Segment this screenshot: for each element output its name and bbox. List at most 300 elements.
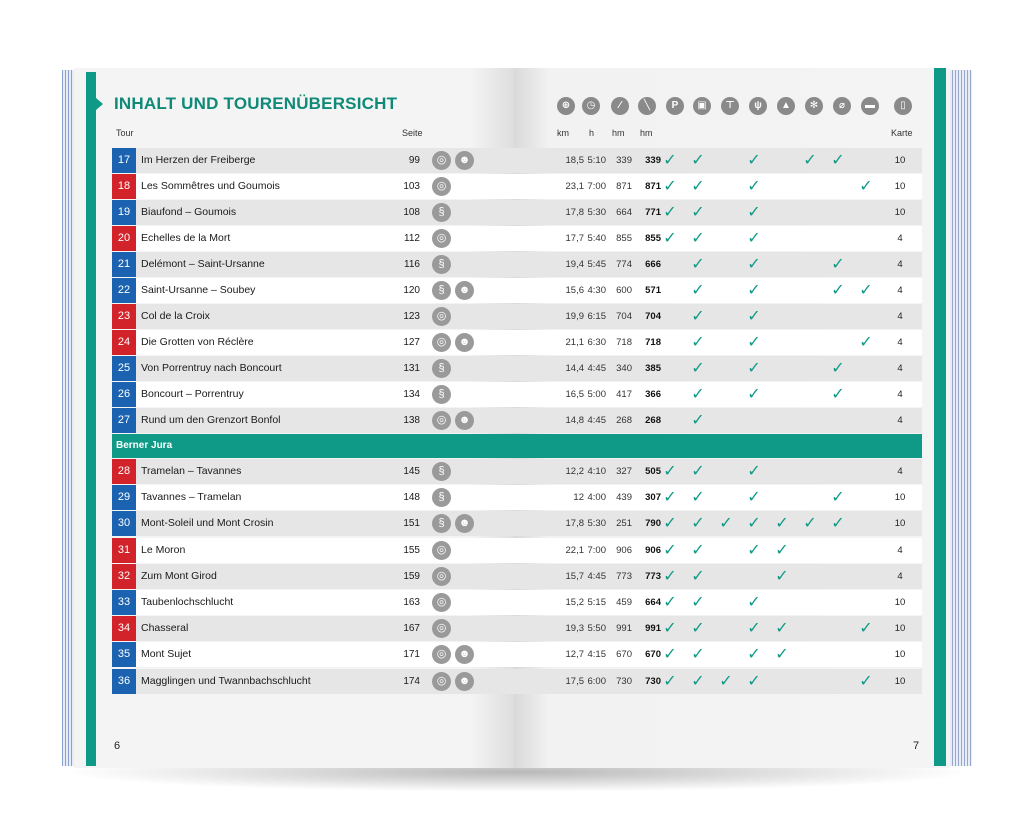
value-hm-up: 439 (616, 492, 632, 504)
tour-name[interactable]: Tramelan – Tavannes (141, 465, 242, 477)
value-h: 4:00 (587, 492, 606, 504)
value-h: 5:50 (587, 623, 606, 635)
value-hm-up: 906 (616, 544, 632, 556)
value-hm-down: 666 (645, 259, 661, 270)
value-h: 4:45 (587, 415, 606, 426)
tour-name[interactable]: Im Herzen der Freiberge (141, 154, 256, 166)
check-icon: ✓ (663, 620, 677, 638)
bicycle-icon: ⌀ (833, 97, 851, 115)
round-tour-icon: ◎ (432, 619, 451, 638)
descent-icon: ╲ (638, 97, 656, 115)
check-icon: ✓ (663, 204, 677, 221)
value-h: 4:15 (587, 649, 606, 661)
value-hm-down: 268 (645, 415, 661, 426)
check-icon: ✓ (831, 489, 845, 507)
value-hm-up: 704 (616, 311, 632, 322)
header-hm-up: hm (612, 128, 625, 138)
table-row (112, 564, 922, 589)
map-ref: 10 (894, 597, 906, 608)
check-icon: ✓ (691, 282, 705, 299)
value-hm-up: 664 (616, 207, 632, 218)
check-icon: ✓ (775, 620, 789, 638)
tour-number: 26 (112, 382, 136, 407)
check-icon: ✓ (691, 463, 705, 480)
tour-number: 29 (112, 485, 136, 510)
map-ref: 4 (897, 415, 903, 426)
section-header (112, 434, 922, 458)
ascent-icon: ⁄ (611, 97, 629, 115)
check-icon: ✓ (831, 360, 845, 377)
check-icon: ✓ (691, 256, 705, 273)
value-hm-up: 991 (616, 623, 632, 635)
check-icon: ✓ (691, 334, 705, 351)
tour-number: 32 (112, 564, 136, 589)
tour-number: 21 (112, 252, 136, 277)
check-icon: ✓ (747, 282, 761, 299)
one-way-icon: § (432, 359, 451, 378)
check-icon: ✓ (663, 567, 677, 585)
check-icon: ✓ (803, 152, 817, 169)
tour-number: 22 (112, 278, 136, 303)
check-icon: ✓ (747, 178, 761, 195)
check-icon: ✓ (859, 334, 873, 351)
header-hm-down: hm (640, 128, 653, 138)
value-km: 16,5 (565, 389, 584, 400)
check-icon: ✓ (691, 178, 705, 195)
tour-name[interactable]: Les Sommêtres und Goumois (141, 180, 280, 192)
value-hm-down: 991 (645, 623, 661, 635)
kids-icon: ☻ (455, 514, 474, 533)
tour-number: 23 (112, 304, 136, 329)
teal-margin-left (86, 72, 96, 766)
value-hm-down: 366 (645, 389, 661, 400)
check-icon: ✓ (747, 646, 761, 664)
clock-icon: ◷ (582, 97, 600, 115)
tour-name[interactable]: Boncourt – Porrentruy (141, 388, 244, 400)
check-icon: ✓ (775, 567, 789, 585)
round-tour-icon: ◎ (432, 567, 451, 586)
check-icon: ✓ (691, 308, 705, 325)
value-hm-up: 855 (616, 233, 632, 244)
table-row (112, 642, 922, 667)
map-ref: 4 (897, 285, 903, 296)
map-ref: 10 (894, 518, 906, 530)
kids-icon: ☻ (455, 645, 474, 664)
winter-icon: ✻ (805, 97, 823, 115)
tour-name[interactable]: Zum Mont Girod (141, 569, 217, 582)
value-km: 19,9 (565, 311, 584, 322)
table-row (112, 590, 922, 615)
tour-name[interactable]: Von Porrentruy nach Boncourt (141, 362, 282, 374)
value-hm-up: 730 (616, 675, 632, 687)
kids-icon: ☻ (455, 281, 474, 300)
value-h: 6:00 (587, 675, 606, 687)
value-km: 17,8 (565, 207, 584, 218)
check-icon: ✓ (691, 646, 705, 664)
value-h: 4:45 (587, 363, 606, 374)
page-ref: 174 (403, 675, 420, 687)
page-edges-right (950, 70, 972, 766)
one-way-icon: § (432, 514, 451, 533)
tour-name[interactable]: Biaufond – Goumois (141, 206, 237, 218)
tour-name[interactable]: Magglingen und Twannbachschlucht (141, 674, 311, 687)
section-label: Berner Jura (116, 440, 173, 451)
map-ref: 4 (897, 544, 903, 556)
value-hm-up: 718 (616, 337, 632, 348)
tour-name[interactable]: Saint-Ursanne – Soubey (141, 284, 256, 296)
value-hm-up: 600 (616, 285, 632, 296)
value-hm-down: 718 (645, 337, 661, 348)
page-ref: 171 (403, 649, 420, 661)
map-ref: 4 (897, 466, 903, 477)
table-row (112, 511, 922, 536)
value-h: 5:00 (587, 389, 606, 400)
tour-number: 35 (112, 642, 136, 667)
value-hm-down: 339 (645, 155, 661, 166)
round-tour-icon: ◎ (432, 333, 451, 352)
value-h: 7:00 (587, 181, 606, 192)
check-icon: ✓ (663, 230, 677, 247)
tour-number: 19 (112, 200, 136, 225)
check-icon: ✓ (719, 672, 733, 690)
page-ref: 108 (403, 207, 420, 218)
table-row (112, 252, 922, 277)
check-icon: ✓ (803, 515, 817, 533)
check-icon: ✓ (663, 489, 677, 507)
tour-number: 17 (112, 148, 136, 173)
map-ref: 4 (897, 363, 903, 374)
value-km: 22,1 (565, 544, 584, 556)
table-row (112, 538, 922, 563)
page-ref: 167 (403, 623, 420, 635)
page-ref: 159 (403, 570, 420, 582)
page-number-right: 7 (913, 740, 920, 752)
map-ref: 10 (894, 181, 906, 192)
page-ref: 120 (403, 285, 420, 296)
value-hm-up: 871 (616, 181, 632, 192)
value-hm-up: 417 (616, 389, 632, 400)
table-row (112, 485, 922, 510)
page-ref: 127 (403, 337, 420, 348)
page-title: INHALT UND TOURENÜBERSICHT (114, 94, 398, 113)
value-km: 12 (573, 492, 584, 504)
tour-number: 31 (112, 538, 136, 563)
value-km: 12,7 (565, 649, 584, 661)
value-hm-up: 670 (616, 649, 632, 661)
check-icon: ✓ (663, 646, 677, 664)
map-ref: 10 (894, 207, 906, 218)
round-tour-icon: ◎ (432, 307, 451, 326)
value-h: 4:45 (587, 570, 606, 582)
page-number-left: 6 (114, 740, 121, 752)
round-tour-icon: ◎ (432, 645, 451, 664)
title-arrow-icon (96, 98, 103, 110)
value-km: 17,7 (565, 233, 584, 244)
kids-icon: ☻ (455, 333, 474, 352)
table-row (112, 382, 922, 407)
round-tour-icon: ◎ (432, 411, 451, 430)
value-h: 6:30 (587, 337, 606, 348)
tour-number: 18 (112, 174, 136, 199)
value-hm-up: 268 (616, 415, 632, 426)
page-ref: 123 (403, 311, 420, 322)
check-icon: ✓ (747, 672, 761, 690)
check-icon: ✓ (691, 360, 705, 377)
page-ref: 103 (403, 181, 420, 192)
value-hm-down: 871 (645, 181, 661, 192)
value-km: 19,3 (565, 623, 584, 635)
check-icon: ✓ (775, 541, 789, 559)
page-ref: 145 (403, 466, 420, 477)
round-tour-icon: ◎ (432, 177, 451, 196)
table-row (112, 200, 922, 225)
check-icon: ✓ (747, 152, 761, 169)
map-ref: 10 (894, 675, 906, 687)
check-icon: ✓ (747, 620, 761, 638)
tour-number: 24 (112, 330, 136, 355)
value-hm-down: 855 (645, 233, 661, 244)
parking-icon: P (666, 97, 684, 115)
value-h: 5:45 (587, 259, 606, 270)
table-row (112, 278, 922, 303)
header-tour: Tour (116, 128, 134, 138)
value-hm-down: 773 (645, 570, 661, 582)
check-icon: ✓ (691, 204, 705, 221)
round-tour-icon: ◎ (432, 593, 451, 612)
check-icon: ✓ (663, 541, 677, 559)
tour-name[interactable]: Echelles de la Mort (141, 232, 231, 244)
value-hm-up: 251 (616, 518, 632, 530)
check-icon: ✓ (691, 412, 705, 429)
tour-name[interactable]: Mont-Soleil und Mont Crosin (141, 517, 274, 530)
one-way-icon: § (432, 255, 451, 274)
restaurant-icon: ψ (749, 97, 767, 115)
tour-name[interactable]: Die Grotten von Réclère (141, 336, 254, 348)
tour-number: 30 (112, 511, 136, 536)
header-karte: Karte (891, 128, 913, 138)
value-h: 5:10 (587, 155, 606, 166)
value-hm-down: 771 (645, 207, 661, 218)
value-hm-down: 307 (645, 492, 661, 504)
value-hm-down: 906 (645, 544, 661, 556)
round-tour-icon: ◎ (432, 672, 451, 691)
page-ref: 99 (408, 155, 420, 166)
value-h: 5:30 (587, 207, 606, 218)
check-icon: ✓ (691, 541, 705, 559)
page-ref: 134 (403, 389, 420, 400)
map-ref: 4 (897, 389, 903, 400)
value-hm-down: 670 (645, 649, 661, 661)
value-h: 4:10 (587, 466, 606, 477)
check-icon: ✓ (691, 515, 705, 533)
table-row (112, 616, 922, 641)
value-hm-down: 385 (645, 363, 661, 374)
tour-name[interactable]: Le Moron (141, 543, 186, 556)
map-ref: 4 (897, 233, 903, 244)
value-h: 4:30 (587, 285, 606, 296)
check-icon: ✓ (691, 672, 705, 690)
tour-name[interactable]: Col de la Croix (141, 310, 210, 322)
check-icon: ✓ (663, 594, 677, 611)
value-h: 5:30 (587, 518, 606, 530)
one-way-icon: § (432, 203, 451, 222)
kids-icon: ☻ (455, 151, 474, 170)
round-tour-icon: ◎ (432, 541, 451, 560)
table-row (112, 356, 922, 381)
check-icon: ✓ (775, 515, 789, 533)
map-ref: 4 (897, 337, 903, 348)
check-icon: ✓ (691, 620, 705, 638)
check-icon: ✓ (747, 334, 761, 351)
tour-name[interactable]: Tavannes – Tramelan (141, 491, 242, 504)
page-ref: 138 (403, 415, 420, 426)
check-icon: ✓ (663, 463, 677, 480)
value-hm-down: 704 (645, 311, 661, 322)
teal-margin-right (934, 68, 946, 766)
map-ref: 10 (894, 492, 906, 504)
tour-name[interactable]: Chasseral (141, 622, 189, 635)
header-h: h (589, 128, 595, 138)
value-hm-up: 327 (616, 466, 632, 477)
page-ref: 155 (403, 544, 420, 556)
check-icon: ✓ (747, 386, 761, 403)
check-icon: ✓ (691, 594, 705, 611)
map-ref: 4 (897, 311, 903, 322)
tour-name[interactable]: Delémont – Saint-Ursanne (141, 258, 265, 270)
check-icon: ✓ (691, 489, 705, 507)
tour-name[interactable]: Rund um den Grenzort Bonfol (141, 414, 281, 426)
kids-icon: ☻ (455, 672, 474, 691)
page-ref: 116 (404, 259, 420, 270)
check-icon: ✓ (775, 646, 789, 664)
check-icon: ✓ (747, 489, 761, 507)
table-row (112, 330, 922, 355)
check-icon: ✓ (831, 386, 845, 403)
check-icon: ✓ (747, 230, 761, 247)
tour-number: 34 (112, 616, 136, 641)
check-icon: ✓ (831, 515, 845, 533)
value-h: 5:40 (587, 233, 606, 244)
check-icon: ✓ (747, 256, 761, 273)
map-ref: 10 (894, 155, 906, 166)
header-seite: Seite (402, 128, 423, 138)
tour-number: 20 (112, 226, 136, 251)
value-hm-up: 340 (616, 363, 632, 374)
value-h: 7:00 (587, 544, 606, 556)
value-h: 5:15 (587, 597, 606, 608)
page-ref: 148 (403, 492, 420, 504)
check-icon: ✓ (663, 515, 677, 533)
table-row (112, 148, 922, 173)
value-km: 14,8 (565, 415, 584, 426)
check-icon: ✓ (859, 178, 873, 195)
value-km: 21,1 (565, 337, 584, 348)
bus-icon: ▣ (693, 97, 711, 115)
value-hm-down: 664 (645, 597, 661, 608)
check-icon: ✓ (747, 594, 761, 611)
header-km: km (557, 128, 569, 138)
check-icon: ✓ (691, 386, 705, 403)
summit-icon: ▲ (777, 97, 795, 115)
value-h: 6:15 (587, 311, 606, 322)
map-ref: 4 (897, 570, 903, 582)
value-km: 23,1 (565, 181, 584, 192)
page-ref: 163 (403, 597, 420, 608)
kids-icon: ☻ (455, 411, 474, 430)
check-icon: ✓ (859, 672, 873, 690)
table-row (112, 304, 922, 329)
value-km: 19,4 (565, 259, 584, 270)
value-hm-down: 505 (645, 466, 661, 477)
value-km: 17,8 (565, 518, 584, 530)
map-icon: ▯ (894, 97, 912, 115)
value-km: 15,2 (565, 597, 584, 608)
value-km: 14,4 (565, 363, 584, 374)
table-row (112, 459, 922, 484)
value-km: 17,5 (565, 675, 584, 687)
signpost-icon: ⊕ (557, 97, 575, 115)
check-icon: ✓ (663, 152, 677, 169)
page-ref: 112 (404, 233, 420, 244)
check-icon: ✓ (747, 463, 761, 480)
one-way-icon: § (432, 385, 451, 404)
check-icon: ✓ (663, 672, 677, 690)
check-icon: ✓ (859, 282, 873, 299)
value-km: 12,2 (565, 466, 584, 477)
check-icon: ✓ (831, 282, 845, 299)
table-row (112, 226, 922, 251)
tour-name[interactable]: Taubenlochschlucht (141, 596, 234, 608)
check-icon: ✓ (747, 360, 761, 377)
tour-name[interactable]: Mont Sujet (141, 648, 192, 661)
check-icon: ✓ (663, 178, 677, 195)
check-icon: ✓ (831, 152, 845, 169)
cable-car-icon: ⊤ (721, 97, 739, 115)
round-tour-icon: ◎ (432, 229, 451, 248)
map-ref: 4 (897, 259, 903, 270)
map-ref: 10 (894, 623, 906, 635)
value-hm-up: 773 (616, 570, 632, 582)
bed-icon: ▬ (861, 97, 879, 115)
value-hm-down: 790 (645, 518, 661, 530)
check-icon: ✓ (691, 152, 705, 169)
page-ref: 151 (403, 518, 420, 530)
tour-number: 36 (112, 669, 136, 694)
tour-number: 27 (112, 408, 136, 433)
check-icon: ✓ (691, 230, 705, 247)
value-km: 15,6 (565, 285, 584, 296)
one-way-icon: § (432, 281, 451, 300)
check-icon: ✓ (747, 515, 761, 533)
check-icon: ✓ (747, 308, 761, 325)
value-km: 18,5 (565, 155, 584, 166)
value-hm-up: 774 (616, 259, 632, 270)
table-row (112, 669, 922, 694)
value-hm-down: 730 (645, 675, 661, 687)
tour-number: 25 (112, 356, 136, 381)
value-hm-down: 571 (645, 285, 661, 296)
map-ref: 10 (894, 649, 906, 661)
value-hm-up: 459 (616, 597, 632, 608)
check-icon: ✓ (831, 256, 845, 273)
tour-number: 28 (112, 459, 136, 484)
value-km: 15,7 (565, 570, 584, 582)
check-icon: ✓ (747, 204, 761, 221)
one-way-icon: § (432, 462, 451, 481)
table-row (112, 174, 922, 199)
one-way-icon: § (432, 488, 451, 507)
value-hm-up: 339 (616, 155, 632, 166)
